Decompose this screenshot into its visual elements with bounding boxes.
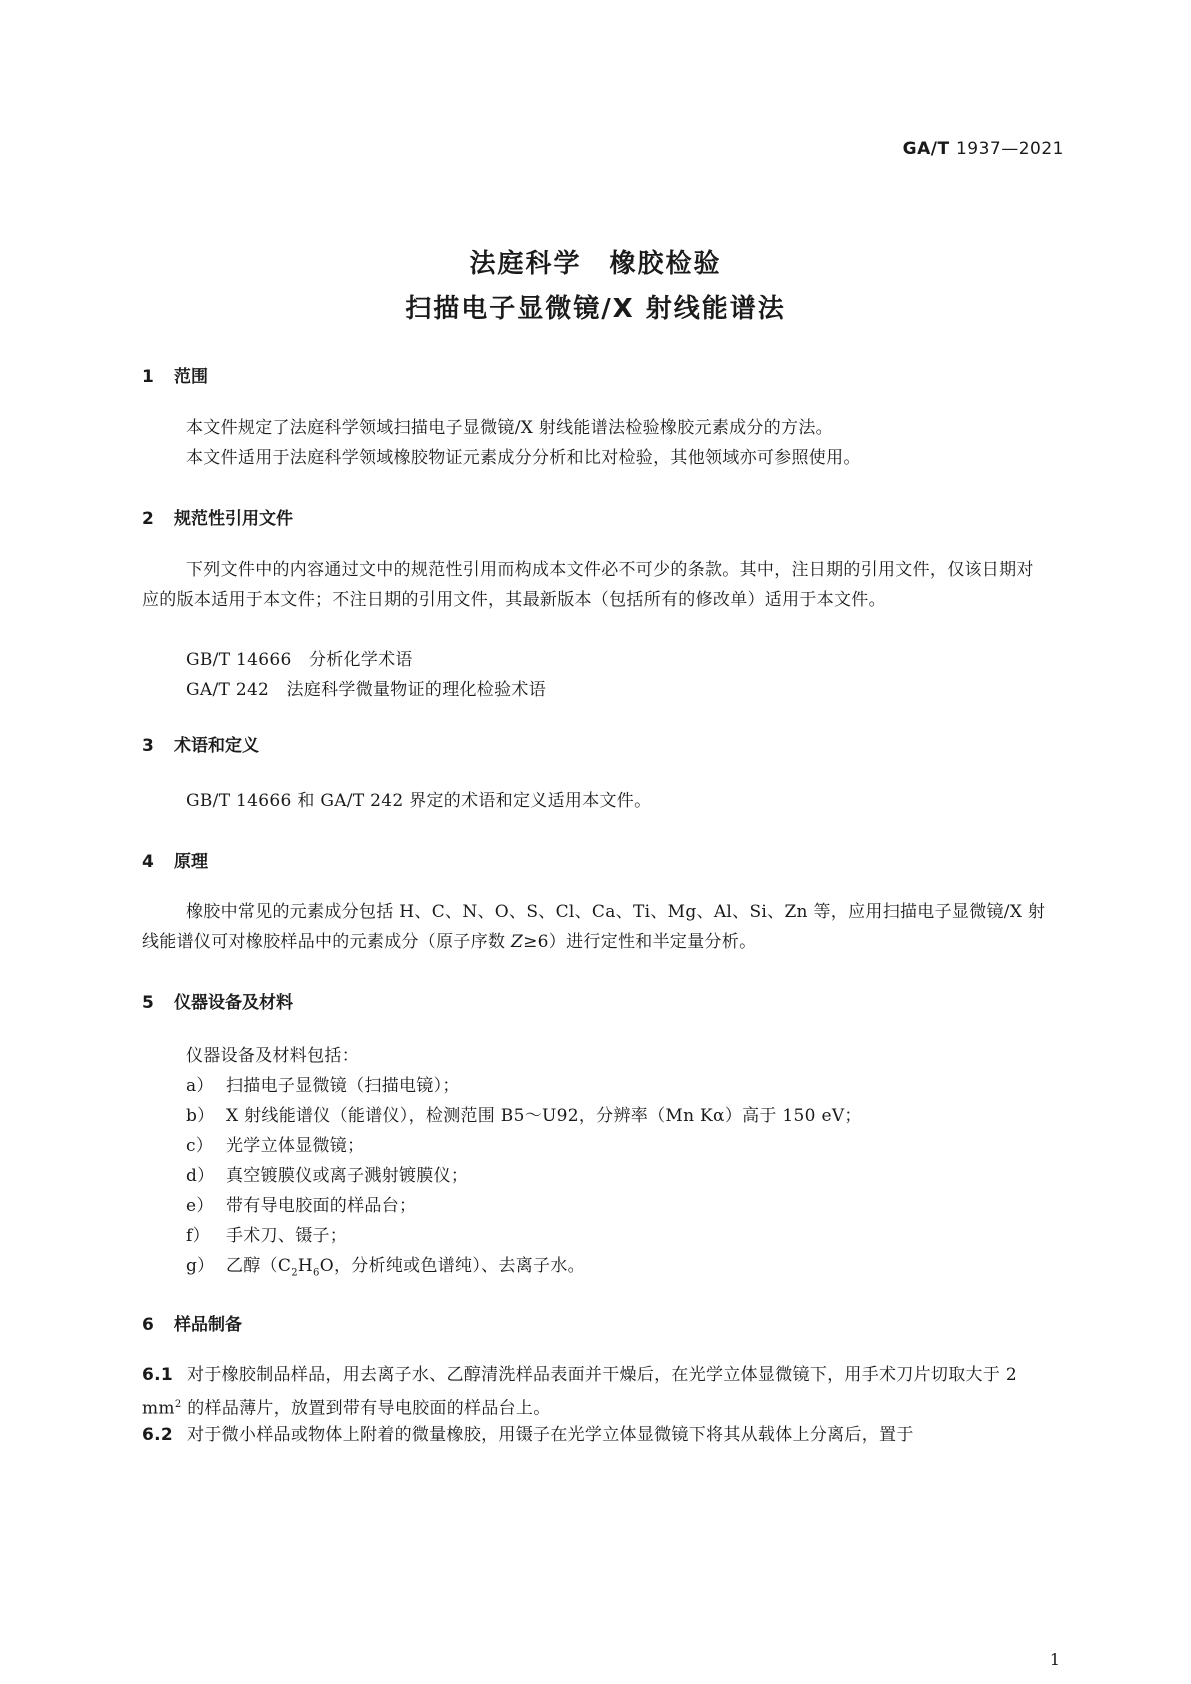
list-item <box>186 1191 416 1216</box>
list-marker: d） <box>186 1166 215 1186</box>
section-title: 仪器设备及材料 <box>174 993 293 1013</box>
section-5-intro: 仪器设备及材料包括： <box>186 1046 359 1066</box>
section-number: 5 <box>142 993 154 1013</box>
list-text: 扫描电子显微镜（扫描电镜）； <box>226 1076 460 1096</box>
section-6-heading <box>142 1310 242 1335</box>
reference-title: 法庭科学微量物证的理化检验术语 <box>286 680 546 700</box>
list-marker: a） <box>186 1076 214 1096</box>
reference-code: GB/T 14666 <box>186 650 292 670</box>
list-text: H <box>297 1256 314 1276</box>
clause-text: 的样品薄片，放置到带有导电胶面的样品台上。 <box>181 1398 551 1419</box>
section-number: 3 <box>142 736 154 756</box>
section-number: 1 <box>142 367 154 387</box>
section-title: 样品制备 <box>174 1315 242 1335</box>
superscript: 2 <box>174 1399 182 1410</box>
list-text: 乙醇（C <box>226 1256 292 1276</box>
list-text: 带有导电胶面的样品台； <box>226 1196 417 1216</box>
list-marker: b） <box>186 1106 215 1126</box>
section-3-body: GB/T 14666 和 GA/T 242 界定的术语和定义适用本文件。 <box>186 791 652 811</box>
section-title: 术语和定义 <box>174 736 259 756</box>
paragraph: 本文件规定了法庭科学领域扫描电子显微镜/X 射线能谱法检验橡胶元素成分的方法。 <box>186 418 833 438</box>
paragraph <box>142 897 1049 957</box>
clause-6-2 <box>142 1420 1049 1450</box>
text-span: 橡胶中常见的元素成分包括 H、C、N、O、S、Cl、Ca、Ti、Mg、Al、Si、Zn 等，应用扫描电子显微镜/X 射线能谱仪可对橡胶样品中的元素成分（原子序数 <box>142 902 1046 952</box>
clause-text: 对于微小样品或物体上附着的微量橡胶，用镊子在光学立体显微镜下将其从载体上分离后，置于 <box>187 1425 914 1445</box>
section-4-heading <box>142 847 208 872</box>
list-text: 真空镀膜仪或离子溅射镀膜仪； <box>226 1166 469 1186</box>
list-marker: f） <box>186 1226 210 1246</box>
list-item <box>186 1161 468 1186</box>
section-2-body <box>142 555 1049 615</box>
list-text: 手术刀、镊子； <box>226 1226 348 1246</box>
reference-code: GA/T 242 <box>186 680 270 700</box>
section-3-heading <box>142 731 259 756</box>
normative-reference-1 <box>186 645 413 670</box>
clause-text: 对于橡胶制品样品，用去离子水、乙醇清洗样品表面并干燥后，在光学立体显微镜下，用手术刀片切取大于 2 mm <box>142 1365 1017 1419</box>
subscript: 2 <box>291 1267 298 1279</box>
page-number: 1 <box>1049 1650 1060 1669</box>
section-number: 2 <box>142 509 154 529</box>
section-title: 原理 <box>174 852 208 872</box>
list-text: O，分析纯或色谱纯）、去离子水。 <box>319 1256 585 1276</box>
section-title: 规范性引用文件 <box>174 509 293 529</box>
clause-number: 6.1 <box>142 1365 174 1385</box>
list-text: 光学立体显微镜； <box>226 1136 365 1156</box>
clause-6-1 <box>142 1360 1049 1424</box>
section-5-heading <box>142 988 293 1013</box>
section-number: 6 <box>142 1315 154 1335</box>
paragraph: 下列文件中的内容通过文中的规范性引用而构成本文件必不可少的条款。其中，注日期的引用文件，仅该日期对应的版本适用于本文件；不注日期的引用文件，其最新版本（包括所有的修改单）适用于本文件。 <box>142 560 1034 610</box>
list-marker: g） <box>186 1256 215 1276</box>
text-span: ≥6）进行定性和半定量分析。 <box>523 932 757 952</box>
list-item <box>186 1071 460 1096</box>
list-item <box>186 1101 862 1126</box>
list-text: X 射线能谱仪（能谱仪），检测范围 B5～U92，分辨率（Mn Kα）高于 150 eV； <box>226 1106 862 1126</box>
standard-number: 1937—2021 <box>955 139 1064 159</box>
section-title: 范围 <box>174 367 208 387</box>
list-marker: e） <box>186 1196 214 1216</box>
section-2-heading <box>142 504 293 529</box>
standard-code <box>903 139 1064 159</box>
reference-title: 分析化学术语 <box>308 650 413 670</box>
section-4-body <box>142 897 1049 957</box>
paragraph: 本文件适用于法庭科学领域橡胶物证元素成分分析和比对检验，其他领域亦可参照使用。 <box>186 448 861 468</box>
standard-prefix: GA/T <box>902 139 950 159</box>
symbol-z: Z <box>511 932 524 952</box>
document-title-line-1: 法庭科学 橡胶检验 <box>469 249 722 279</box>
clause-number: 6.2 <box>142 1425 174 1445</box>
list-item <box>186 1251 585 1278</box>
section-1-heading <box>142 362 208 387</box>
list-item <box>186 1221 347 1246</box>
list-marker: c） <box>186 1136 214 1156</box>
normative-reference-2 <box>186 675 546 700</box>
list-item <box>186 1131 364 1156</box>
document-title-line-2: 扫描电子显微镜/X 射线能谱法 <box>405 294 786 324</box>
section-1-body <box>142 413 1049 473</box>
section-number: 4 <box>142 852 154 872</box>
subscript: 6 <box>313 1267 320 1279</box>
